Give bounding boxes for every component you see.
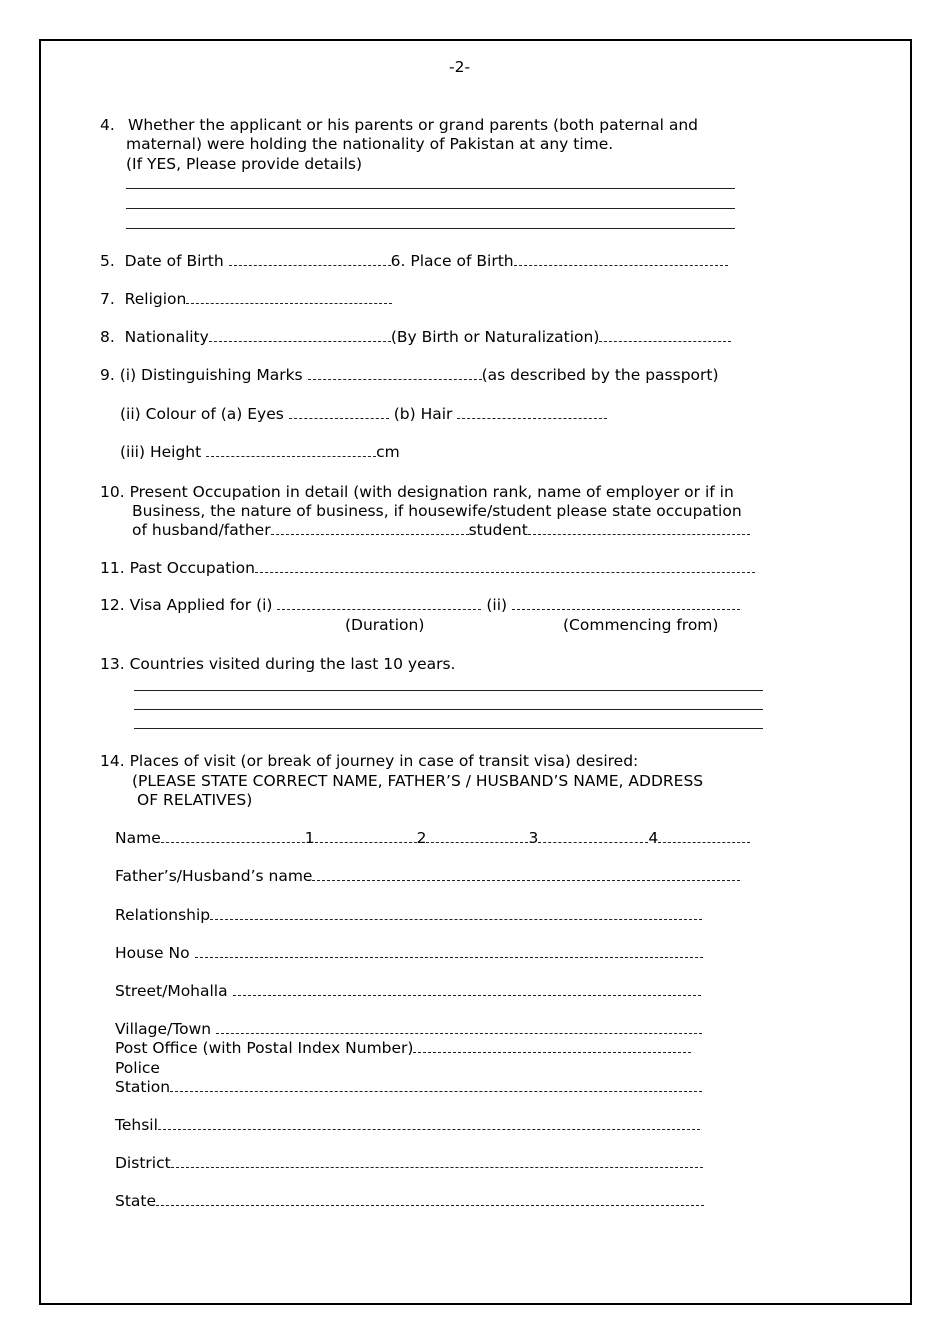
district-row bbox=[115, 1154, 703, 1173]
tehsil-row bbox=[115, 1116, 700, 1135]
q12-duration-caption: (Duration) bbox=[345, 616, 425, 634]
hair-colour-field[interactable] bbox=[457, 405, 607, 419]
q14-line2: (PLEASE STATE CORRECT NAME, FATHER’S / HUSBAND’S NAME, ADDRESS bbox=[132, 772, 704, 790]
village-field[interactable] bbox=[216, 1020, 702, 1034]
police-station-field[interactable] bbox=[170, 1078, 702, 1092]
father-husband-field[interactable] bbox=[312, 867, 740, 881]
q11-row bbox=[100, 559, 755, 578]
relatives-name-field[interactable] bbox=[161, 829, 305, 843]
station-label: Station bbox=[115, 1078, 171, 1096]
q5-label: Date of Birth bbox=[124, 252, 224, 270]
q4-text-line2: maternal) were holding the nationality of Pakistan at any time. bbox=[126, 135, 614, 153]
police-label: Police bbox=[115, 1059, 160, 1077]
q7-row bbox=[100, 290, 392, 309]
q5-row bbox=[100, 252, 728, 271]
q8-row bbox=[100, 328, 731, 347]
q9ii-eyes-label: (ii) Colour of (a) Eyes bbox=[120, 405, 284, 423]
q4-details-field-3[interactable] bbox=[126, 228, 735, 229]
relatives-name-3-label: 3 bbox=[528, 829, 539, 847]
countries-visited-field-3[interactable] bbox=[134, 728, 763, 729]
q4-text-line3: (If YES, Please provide details) bbox=[126, 155, 363, 173]
q13-label: 13. Countries visited during the last 10 years. bbox=[100, 655, 456, 673]
tehsil-label: Tehsil bbox=[115, 1116, 158, 1134]
q9ii-row bbox=[120, 405, 607, 424]
religion-field[interactable] bbox=[186, 290, 392, 304]
street-label: Street/Mohalla bbox=[115, 982, 228, 1000]
q12-row bbox=[100, 596, 740, 615]
q8-suffix: (By Birth or Naturalization) bbox=[390, 328, 600, 346]
father-husband-label: Father’s/Husband’s name bbox=[115, 867, 313, 885]
q9iii-label: (iii) Height bbox=[120, 443, 202, 461]
station-row bbox=[115, 1078, 702, 1097]
village-label: Village/Town bbox=[115, 1020, 212, 1038]
husband-father-occupation-field[interactable] bbox=[271, 521, 469, 535]
q4-details-field-1[interactable] bbox=[126, 188, 735, 189]
q10-line2: Business, the nature of business, if housewife/student please state occupation bbox=[132, 502, 742, 520]
q8-label: Nationality bbox=[124, 328, 209, 346]
place-of-birth-field[interactable] bbox=[514, 252, 728, 266]
q10-line1: 10. Present Occupation in detail (with designation rank, name of employer or if in bbox=[100, 483, 734, 501]
q9i-suffix: (as described by the passport) bbox=[481, 366, 719, 384]
q14-line1: 14. Places of visit (or break of journey in case of transit visa) desired: bbox=[100, 752, 639, 770]
q14-line3: OF RELATIVES) bbox=[137, 791, 253, 809]
relationship-field[interactable] bbox=[210, 906, 702, 920]
q12-commencing-caption: (Commencing from) bbox=[563, 616, 719, 634]
street-row bbox=[115, 982, 701, 1001]
q4-number: 4. bbox=[100, 116, 115, 134]
q4-text-line1: Whether the applicant or his parents or grand parents (both paternal and bbox=[128, 116, 699, 134]
countries-visited-field-1[interactable] bbox=[134, 690, 763, 691]
q7-number: 7. bbox=[100, 290, 115, 308]
q11-label: 11. Past Occupation bbox=[100, 559, 255, 577]
distinguishing-marks-field[interactable] bbox=[308, 366, 482, 380]
q6-label: 6. Place of Birth bbox=[390, 252, 514, 270]
student-field[interactable] bbox=[528, 521, 750, 535]
relatives-name-label: Name bbox=[115, 829, 161, 847]
post-office-label: Post Office (with Postal Index Number) bbox=[115, 1039, 414, 1057]
relationship-row bbox=[115, 906, 702, 925]
relatives-name-1-label: 1 bbox=[304, 829, 315, 847]
relatives-name-4-label: 4 bbox=[648, 829, 659, 847]
house-no-row bbox=[115, 944, 703, 963]
q10-student-label: student bbox=[468, 521, 528, 539]
q9iii-row bbox=[120, 443, 400, 462]
q9i-row bbox=[100, 366, 719, 385]
date-of-birth-field[interactable] bbox=[229, 252, 391, 266]
relatives-name-2-field[interactable] bbox=[426, 829, 528, 843]
eye-colour-field[interactable] bbox=[289, 405, 389, 419]
q10-husband-father-label: of husband/father bbox=[132, 521, 271, 539]
district-label: District bbox=[115, 1154, 171, 1172]
past-occupation-field[interactable] bbox=[255, 559, 755, 573]
relatives-name-3-field[interactable] bbox=[538, 829, 648, 843]
q4-details-field-2[interactable] bbox=[126, 208, 735, 209]
village-row bbox=[115, 1020, 702, 1039]
state-field[interactable] bbox=[156, 1192, 704, 1206]
nationality-field[interactable] bbox=[209, 328, 391, 342]
relatives-name-1-field[interactable] bbox=[315, 829, 417, 843]
q9i-label: 9. (i) Distinguishing Marks bbox=[100, 366, 303, 384]
q5-number: 5. bbox=[100, 252, 115, 270]
state-label: State bbox=[115, 1192, 157, 1210]
relatives-name-row bbox=[115, 829, 750, 848]
relatives-name-2-label: 2 bbox=[416, 829, 427, 847]
tehsil-field[interactable] bbox=[158, 1116, 700, 1130]
house-no-field[interactable] bbox=[195, 944, 703, 958]
q12-label: 12. Visa Applied for (i) bbox=[100, 596, 273, 614]
q12-ii-label: (ii) bbox=[486, 596, 508, 614]
countries-visited-field-2[interactable] bbox=[134, 709, 763, 710]
father-husband-row bbox=[115, 867, 740, 886]
height-field[interactable] bbox=[206, 443, 376, 457]
height-unit: cm bbox=[376, 443, 400, 461]
house-no-label: House No bbox=[115, 944, 190, 962]
post-office-field[interactable] bbox=[413, 1039, 691, 1053]
relatives-name-4-field[interactable] bbox=[658, 829, 750, 843]
post-office-row bbox=[115, 1039, 691, 1058]
q9ii-hair-label: (b) Hair bbox=[393, 405, 453, 423]
street-field[interactable] bbox=[233, 982, 701, 996]
q10-line3 bbox=[132, 521, 750, 540]
visa-duration-field[interactable] bbox=[277, 596, 481, 610]
naturalization-field[interactable] bbox=[599, 328, 731, 342]
q7-label: Religion bbox=[124, 290, 187, 308]
relationship-label: Relationship bbox=[115, 906, 211, 924]
q8-number: 8. bbox=[100, 328, 115, 346]
district-field[interactable] bbox=[171, 1154, 703, 1168]
visa-commencing-field[interactable] bbox=[512, 596, 740, 610]
state-row bbox=[115, 1192, 704, 1211]
page-number: -2- bbox=[449, 58, 471, 76]
